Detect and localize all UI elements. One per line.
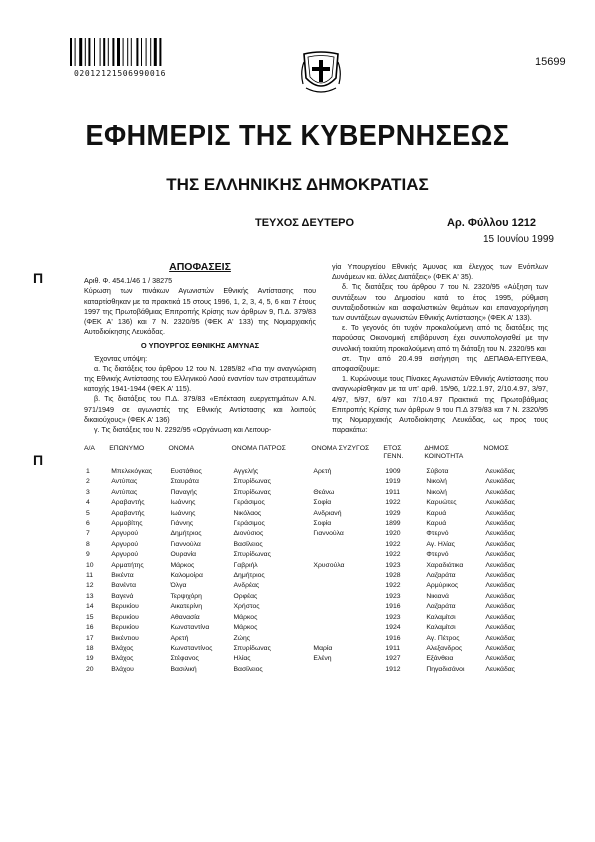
col-header-father: ΟΝΟΜΑ ΠΑΤΡΟΣ — [231, 445, 286, 452]
cell-father: Γεράσιμος — [233, 520, 265, 528]
cell-surname: Αργυρού — [111, 551, 139, 559]
col-header-birth-year: ΕΤΟΣ ΓΕΝΝ. — [383, 445, 404, 460]
cell-father: Βασίλειος — [233, 540, 263, 548]
cell-spouse — [311, 634, 383, 644]
cell-birth-year: 1927 — [385, 655, 401, 663]
cell-birth-year: 1916 — [385, 634, 401, 642]
cell-surname: Βλάχος — [111, 655, 134, 663]
cell-prefecture: Λευκάδας — [485, 624, 515, 632]
sheet-number: Αρ. Φύλλου 1212 — [447, 217, 537, 229]
issue-series: ΤΕΥΧΟΣ ΔΕΥΤΕΡΟ — [255, 217, 355, 229]
cell-birth-year: 1920 — [385, 530, 401, 538]
cell-spouse: Ελένη — [313, 655, 332, 663]
cell-spouse: Μαρία — [313, 644, 333, 652]
cell-name: Μάρκος — [170, 561, 195, 569]
cell-birth-year: 1919 — [385, 478, 401, 486]
cell-spouse — [311, 550, 383, 560]
cell-surname: Βικέντιου — [111, 634, 139, 642]
cell-father: Μάρκος — [233, 624, 258, 632]
cell-surname: Βαγενά — [111, 592, 134, 600]
cell-father: Ζώης — [233, 634, 251, 642]
cell-aa: 18 — [86, 644, 94, 652]
cell-name: Σταυράτα — [170, 478, 199, 486]
cell-birth-year: 1911 — [385, 644, 401, 652]
cell-prefecture: Λευκάδας — [485, 644, 515, 652]
cell-father: Ανδρέας — [233, 582, 260, 590]
cell-aa: 15 — [86, 613, 94, 621]
cell-spouse: Γιαννούλα — [313, 530, 344, 538]
cell-father: Σπυρίδωνας — [233, 551, 271, 559]
barcode-number: 02012121506990016 — [74, 69, 167, 78]
fighters-table — [84, 445, 544, 675]
cell-father: Ορφέας — [233, 592, 258, 600]
cell-father: Δημήτριος — [233, 572, 265, 580]
paragraph-d: δ. Τις διατάξεις του άρθρου 7 του Ν. 2320/95 «Αύξηση των συντάξεων του Δημοσίου κατά το έτος 1995, ρύθμιση συνταξιοδοτικών και ασφαλιστικών θεμάτων και επαναχορήγηση των συντάξεων αγωνιστών Εθνικής Αντίστασης» (ΦΕΚ Α' 133). — [332, 282, 548, 323]
cell-name: Δημήτριος — [170, 530, 202, 538]
cell-aa: 6 — [86, 520, 90, 528]
paragraph-st: στ. Την από 20.4.99 εισήγηση της ΔΕΠΑΘΑ-ΕΠΥΕΘΑ, αποφασίζουμε: — [332, 353, 548, 374]
cell-municipality: Πηγαδισάνοι — [426, 665, 465, 673]
cell-prefecture: Λευκάδας — [485, 634, 515, 642]
cell-municipality: Νικολή — [426, 488, 447, 496]
paragraph-b: β. Τις διατάξεις του Π.Δ. 379/83 «Επέκταση ευεργετημάτων Α.Ν. 971/1949 σε αγωνιστές της Εθνικής Αντίστασης και λοιπούς δικαιούχους» (ΦΕΚ Α' 136) — [84, 394, 316, 424]
greek-emblem-icon — [300, 50, 342, 96]
cell-municipality: Καλαμίτσι — [426, 624, 456, 632]
cell-municipality: Καρυά — [426, 509, 447, 517]
cell-birth-year: 1929 — [385, 509, 401, 517]
cell-spouse: Σοφία — [313, 499, 332, 507]
right-column — [332, 262, 548, 435]
cell-aa: 3 — [86, 488, 90, 496]
cell-municipality: Καρυώτες — [426, 499, 457, 507]
cell-prefecture: Λευκάδας — [485, 665, 515, 673]
cell-father: Σπυρίδωνας — [233, 478, 271, 486]
cell-surname: Αρμοβίτης — [111, 520, 143, 528]
cell-municipality: Καρυά — [426, 520, 447, 528]
issue-date: 15 Ιουνίου 1999 — [483, 234, 554, 245]
cell-prefecture: Λευκάδας — [485, 551, 515, 559]
newspaper-subtitle: ΤΗΣ ΕΛΛΗΝΙΚΗΣ ΔΗΜΟΚΡΑΤΙΑΣ — [166, 175, 429, 194]
cell-birth-year: 1922 — [385, 540, 401, 548]
cell-surname: Βερυκίου — [111, 613, 139, 621]
cell-birth-year: 1899 — [385, 520, 401, 528]
cell-birth-year: 1923 — [385, 592, 401, 600]
col-header-spouse: ΟΝΟΜΑ ΣΥΖΥΓΟΣ — [311, 445, 370, 452]
cell-spouse — [311, 581, 383, 591]
cell-father: Νικόλαος — [233, 509, 262, 517]
cell-prefecture: Λευκάδας — [485, 561, 515, 569]
cell-surname: Βικέντα — [111, 572, 134, 580]
cell-name: Παναγής — [170, 488, 198, 496]
cell-spouse — [311, 623, 383, 633]
cell-spouse: Χρυσούλα — [313, 561, 345, 569]
cell-spouse — [311, 602, 383, 612]
table-row — [84, 509, 544, 519]
cell-spouse — [311, 540, 383, 550]
cell-birth-year: 1928 — [385, 572, 401, 580]
table-row — [84, 498, 544, 508]
cell-spouse: Σοφία — [313, 520, 332, 528]
barcode — [70, 38, 182, 66]
cell-father: Γαβριήλ — [233, 561, 258, 569]
cell-aa: 14 — [86, 603, 94, 611]
cell-father: Ηλίας — [233, 655, 251, 663]
cell-aa: 4 — [86, 499, 90, 507]
cell-name: Ουρανία — [170, 551, 197, 559]
cell-birth-year: 1922 — [385, 551, 401, 559]
cell-birth-year: 1924 — [385, 624, 401, 632]
paragraph-c-continued: γία Υπουργείου Εθνικής Άμυνας και έλεγχος των Ενόπλων Δυνάμεων κα. άλλες Διατάξεις» (ΦΕΚ Α' 35). — [332, 262, 548, 282]
col-header-aa: Α/Α — [84, 445, 95, 452]
table-row — [84, 623, 544, 633]
table-row — [84, 665, 544, 675]
cell-name: Στέφανος — [170, 655, 199, 663]
table-row — [84, 644, 544, 654]
cell-aa: 5 — [86, 509, 90, 517]
col-header-municipality: ΔΗΜΟΣ ΚΟΙΝΟΤΗΤΑ — [424, 445, 464, 460]
col-header-name: ΟΝΟΜΑ — [168, 445, 195, 452]
table-row — [84, 571, 544, 581]
cell-municipality: Φτερνό — [426, 530, 449, 538]
cell-municipality: Νικολή — [426, 478, 447, 486]
cell-municipality: Αγ. Πέτρος — [426, 634, 460, 642]
cell-name: Βασιλική — [170, 665, 197, 673]
cell-municipality: Λαζαράτα — [426, 572, 456, 580]
cell-municipality: Χαραδιάτικα — [426, 561, 464, 569]
cell-birth-year: 1923 — [385, 613, 401, 621]
cell-prefecture: Λευκάδας — [485, 478, 515, 486]
cell-birth-year: 1922 — [385, 499, 401, 507]
cell-name: Ιωάννης — [170, 499, 196, 507]
cell-aa: 1 — [86, 468, 90, 475]
cell-municipality: Φτερνό — [426, 551, 449, 559]
cell-spouse: Αρετή — [313, 468, 332, 475]
cell-prefecture: Λευκάδας — [485, 520, 515, 528]
cell-surname: Αραβαντής — [111, 499, 145, 507]
table-row — [84, 592, 544, 602]
table-row — [84, 488, 544, 498]
cell-prefecture: Λευκάδας — [485, 509, 515, 517]
cell-father: Μάρκος — [233, 613, 258, 621]
cell-spouse: Θεάνω — [313, 488, 335, 496]
paragraph-c: γ. Τις διατάξεις του Ν. 2292/95 «Οργάνωση και Λειτουρ- — [94, 425, 272, 435]
cell-spouse — [311, 592, 383, 602]
having-considered: Έχοντας υπόψη: — [94, 353, 148, 363]
table-row — [84, 654, 544, 664]
cell-municipality: Αρμύρικος — [426, 582, 459, 590]
cell-prefecture: Λευκάδας — [485, 592, 515, 600]
cell-name: Κωνσταντίνος — [170, 644, 213, 652]
left-column — [84, 262, 316, 435]
cell-birth-year: 1909 — [385, 468, 401, 475]
cell-name: Κωνσταντίνα — [170, 624, 210, 632]
table-row — [84, 529, 544, 539]
issue-number: 15699 — [535, 56, 566, 68]
cell-name: Όλγα — [170, 582, 187, 590]
cell-municipality: Εξάνθεια — [426, 655, 454, 663]
minister-title: Ο ΥΠΟΥΡΓΟΣ ΕΘΝΙΚΗΣ ΑΜΥΝΑΣ — [140, 341, 260, 351]
table-row — [84, 550, 544, 560]
cell-spouse — [311, 571, 383, 581]
cell-spouse — [311, 477, 383, 487]
cell-aa: 7 — [86, 530, 90, 538]
cell-prefecture: Λευκάδας — [485, 540, 515, 548]
paragraph-e: ε. Το γεγονός ότι τυχόν προκαλούμενη από τις διατάξεις της παρούσας Οικονομική επιβάρυνση έχει συνυπολογισθεί με την συνολική τοιαύτη προκαλούμενη από τη διάταξη του Ν. 2320/95 και — [332, 323, 548, 353]
cell-birth-year: 1911 — [385, 488, 401, 496]
cell-surname: Βανέντα — [111, 582, 137, 590]
decision-intro: Κύρωση των πινάκων Αγωνιστών Εθνικής Αντίστασης που καταρτίσθηκαν με τα πρακτικά 15 στους 1996, 1, 2, 3, 4, 5, 6 και 7 έτους 1997 της Πρωτοβάθμιας Επιτροπής Κρίσης των άρθρων 9, Π.Δ. 379/83 (ΦΕΚ Α' 136) και 7 Ν. 2320/95 (ΦΕΚ Α' 133) της Νομαρχιακής Αυτοδιοίκησης Λευκάδας. — [84, 286, 316, 337]
cell-name: Τερψιχόρη — [170, 592, 202, 600]
decision-reference: Αριθ. Φ. 454.1/46 1 / 38275 — [84, 276, 173, 286]
cell-prefecture: Λευκάδας — [485, 582, 515, 590]
cell-name: Αικατερίνη — [170, 603, 203, 611]
table-row — [84, 467, 544, 477]
cell-name: Ιωάννης — [170, 509, 196, 517]
cell-name: Γιάννης — [170, 520, 194, 528]
cell-prefecture: Λευκάδας — [485, 530, 515, 538]
cell-surname: Αργυρού — [111, 530, 139, 538]
cell-surname: Βλάχου — [111, 665, 134, 673]
cell-aa: 19 — [86, 655, 94, 663]
cell-surname: Βερυκίου — [111, 603, 139, 611]
table-row — [84, 613, 544, 623]
cell-spouse: Ανδριανή — [313, 509, 342, 517]
table-row — [84, 581, 544, 591]
cell-surname: Αραβαντής — [111, 509, 145, 517]
cell-aa: 10 — [86, 561, 94, 569]
cell-spouse — [311, 665, 383, 675]
cell-prefecture: Λευκάδας — [485, 655, 515, 663]
cell-father: Σπυρίδωνας — [233, 644, 271, 652]
cell-birth-year: 1916 — [385, 603, 401, 611]
cell-father: Βασίλειος — [233, 665, 263, 673]
cell-surname: Αργυρού — [111, 540, 139, 548]
newspaper-title: ΕΦΗΜΕΡΙΣ ΤΗΣ ΚΥΒΕΡΝΗΣΕΩΣ — [85, 120, 510, 152]
table-row — [84, 561, 544, 571]
cell-aa: 20 — [86, 665, 94, 673]
table-row — [84, 540, 544, 550]
cell-municipality: Καλαμίτσι — [426, 613, 456, 621]
table-row — [84, 602, 544, 612]
cell-name: Καλομοίρα — [170, 572, 203, 580]
cell-name: Γιαννούλα — [170, 540, 201, 548]
cell-father: Διονύσιος — [233, 530, 264, 538]
cell-prefecture: Λευκάδας — [485, 603, 515, 611]
cell-father: Χρήστος — [233, 603, 260, 611]
cell-aa: 13 — [86, 592, 94, 600]
cell-aa: 12 — [86, 582, 94, 590]
cell-name: Ευστάθιος — [170, 468, 202, 475]
cell-name: Αθανασία — [170, 613, 200, 621]
cell-municipality: Σύβοτα — [426, 468, 449, 475]
cell-surname: Βλάχος — [111, 644, 134, 652]
cell-birth-year: 1923 — [385, 561, 401, 569]
cell-aa: 9 — [86, 551, 90, 559]
cell-prefecture: Λευκάδας — [485, 499, 515, 507]
cell-aa: 8 — [86, 540, 90, 548]
table-row — [84, 477, 544, 487]
cell-prefecture: Λευκάδας — [485, 488, 515, 496]
cell-surname: Αρματήτης — [111, 561, 144, 569]
cell-surname: Μπελεκόγκας — [111, 468, 153, 475]
margin-mark: Π — [33, 452, 44, 468]
cell-prefecture: Λευκάδας — [485, 572, 515, 580]
cell-surname: Βερυκίου — [111, 624, 139, 632]
cell-prefecture: Λευκάδας — [485, 613, 515, 621]
cell-father: Σπυρίδωνας — [233, 488, 271, 496]
cell-birth-year: 1912 — [385, 665, 401, 673]
table-row — [84, 634, 544, 644]
cell-municipality: Αγ. Ηλίας — [426, 540, 455, 548]
cell-father: Γεράσιμος — [233, 499, 265, 507]
decision-paragraph: 1. Κυρώνουμε τους Πίνακες Αγωνιστών Εθνικής Αντίστασης που αναγνωρίσθηκαν με τα υπ' αριθ. 15/96, 1/22.1.97, 2/10.4.97, 3/97, 4/97, 5/97, 6/97 και 7/10.4.97 Πρακτικά της Πρωτοβάθμιας Επιτροπής Κρίσης των άρθρων 9 του Π.Δ 379/83 και 7 Ν. 2320/95 της Νομαρχιακής Αυτοδιοίκησης Λευκάδας, ως προς τους παρακάτω: — [332, 374, 548, 435]
cell-birth-year: 1922 — [385, 582, 401, 590]
cell-surname: Αντύπας — [111, 488, 138, 496]
table-row — [84, 519, 544, 529]
cell-aa: 11 — [86, 572, 94, 580]
cell-father: Αγγελής — [233, 468, 259, 475]
cell-aa: 17 — [86, 634, 94, 642]
cell-surname: Αντύπας — [111, 478, 138, 486]
cell-prefecture: Λευκάδας — [485, 468, 515, 475]
cell-name: Αρετή — [170, 634, 189, 642]
table-header-row — [84, 445, 544, 467]
paragraph-a: α. Τις διατάξεις του άρθρου 12 του Ν. 1285/82 «Για την αναγνώριση της Εθνικής Αντίστασης του Ελληνικού Λαού εναντίον των στρατευμάτων κατοχής 1941-1944 (ΦΕΚ Α' 115). — [84, 363, 316, 394]
cell-aa: 16 — [86, 624, 94, 632]
cell-municipality: Λαζαράτα — [426, 603, 456, 611]
cell-municipality: Νικιανά — [426, 592, 449, 600]
cell-spouse — [311, 613, 383, 623]
col-header-prefecture: ΝΟΜΟΣ — [483, 445, 509, 452]
section-heading: ΑΠΟΦΑΣΕΙΣ — [169, 261, 231, 273]
cell-municipality: Αλεξανδρος — [426, 644, 463, 652]
col-header-surname: ΕΠΩΝΥΜΟ — [109, 445, 145, 452]
margin-mark: Π — [33, 270, 44, 286]
cell-aa: 2 — [86, 478, 90, 486]
